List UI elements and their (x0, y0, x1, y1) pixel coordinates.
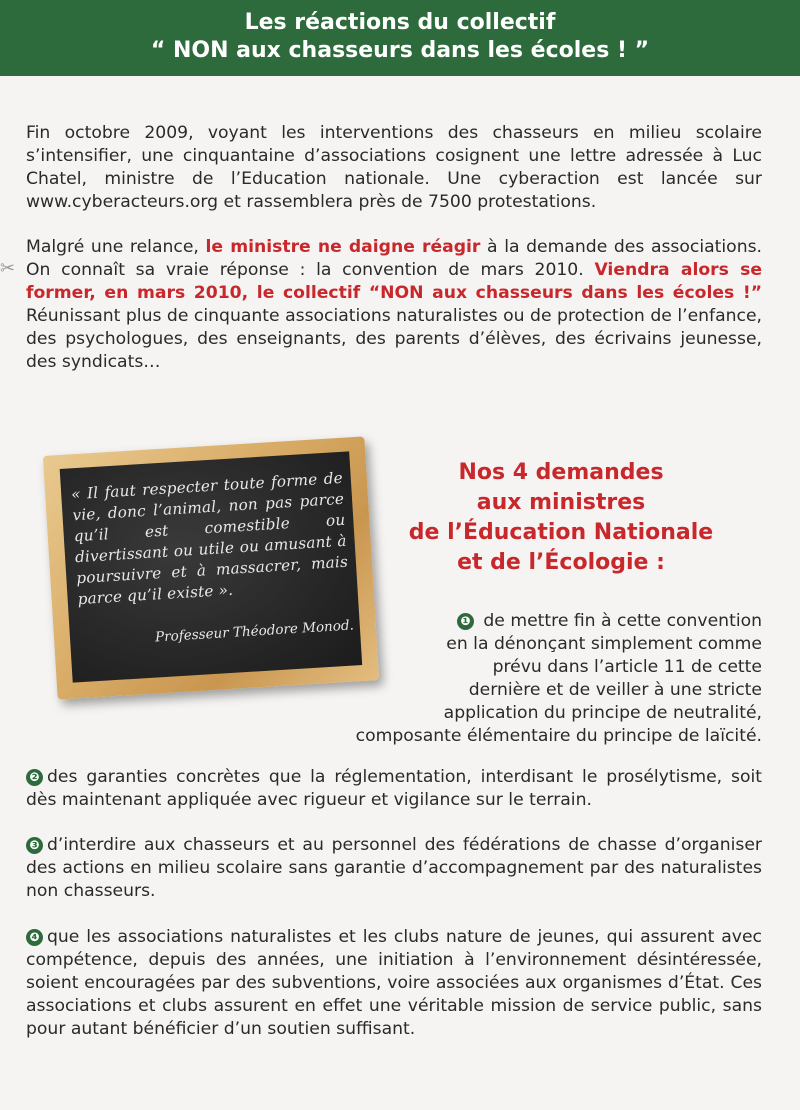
chalkboard-quote: « Il faut respecter toute forme de vie, donc l’animal, non pas parce qu’il est comestible ou divertissant ou utile ou amusant à poursuivre et à massacrer, mais parce qu’il existe ». (70, 468, 349, 609)
intro-p2-text-b: à la demande des associations. On connaît sa vraie réponse : la convention de mars 2010. (26, 237, 763, 280)
demand-1-line: composante élémentaire du principe de laïcité. (355, 726, 762, 746)
demands-heading-line1: Nos 4 demandes (458, 460, 664, 485)
scissors-icon: ✂ (0, 258, 16, 279)
demand-1-line: dernière et de veiller à une stricte (468, 680, 762, 700)
intro-p2-highlight-2: Viendra alors se former, en mars 2010, le collectif “NON aux chasseurs dans les écoles !” (26, 260, 762, 303)
demand-3 (26, 834, 762, 903)
demands-heading-line4: et de l’Écologie : (457, 550, 665, 575)
demand-4-text: que les associations naturalistes et les clubs nature de jeunes, qui assurent avec compétence, depuis des années, une initiation à l’environnement désintéressée, soient encouragées par des subventions, voire associées aux organismes d’État. Ces associations et clubs assurent en effet une véritable mission de service public, sans pour autant bénéficier d’un soutien suffisant. (26, 927, 762, 1039)
banner-title-line2: “ NON aux chasseurs dans les écoles ! ” (150, 38, 650, 63)
demands-heading-line2: aux ministres (476, 490, 646, 515)
demand-4 (26, 926, 762, 1041)
header-banner (0, 0, 800, 76)
demand-2 (26, 766, 762, 812)
demand-2-text: des garanties concrètes que la réglementation, interdisant le prosélytisme, soit dès maintenant appliquée avec rigueur et vigilance sur le terrain. (26, 767, 762, 810)
demand-1 (300, 610, 762, 748)
intro-paragraph-1: Fin octobre 2009, voyant les interventions des chasseurs en milieu scolaire s’intensifier, une cinquantaine d’associations cosignent une lettre adressée à Luc Chatel, ministre de l’Education nationale. Une cyberaction est lancée sur www.cyberacteurs.org et rassemblera près de 7500 protestations. (26, 123, 762, 212)
demand-1-line: prévu dans l’article 11 de cette (492, 657, 762, 677)
demand-1-line: ❶ de mettre fin à cette convention (300, 610, 762, 633)
demand-3-text: d’interdire aux chasseurs et au personnel des fédérations de chasse d’organiser des actions en milieu scolaire sans garantie d’accompagnement par des naturalistes non chasseurs. (26, 835, 762, 901)
intro-p2-text-c: Réunissant plus de cinquante associations naturalistes ou de protection de l’enfance, des psychologues, des enseignants, des parents d’élèves, des écrivains jeunesse, des syndicats… (26, 306, 762, 372)
intro-p2-text-a: Malgré une relance, (26, 237, 206, 257)
demand-1-line: application du principe de neutralité, (443, 703, 762, 723)
demand-1-line: en la dénonçant simplement comme (446, 634, 762, 654)
number-1-icon: ❶ (457, 613, 474, 630)
number-4-icon: ❹ (26, 929, 43, 946)
demands-heading (396, 458, 726, 578)
banner-title-line1: Les réactions du collectif (244, 10, 556, 35)
chalkboard-author: Professeur Théodore Monod. (154, 617, 355, 646)
intro-paragraph-2 (26, 236, 762, 374)
number-3-icon: ❸ (26, 837, 43, 854)
number-2-icon: ❷ (26, 769, 43, 786)
intro-p2-highlight-1: le ministre ne daigne réagir (205, 237, 481, 257)
demands-heading-line3: de l’Éducation Nationale (408, 520, 714, 545)
